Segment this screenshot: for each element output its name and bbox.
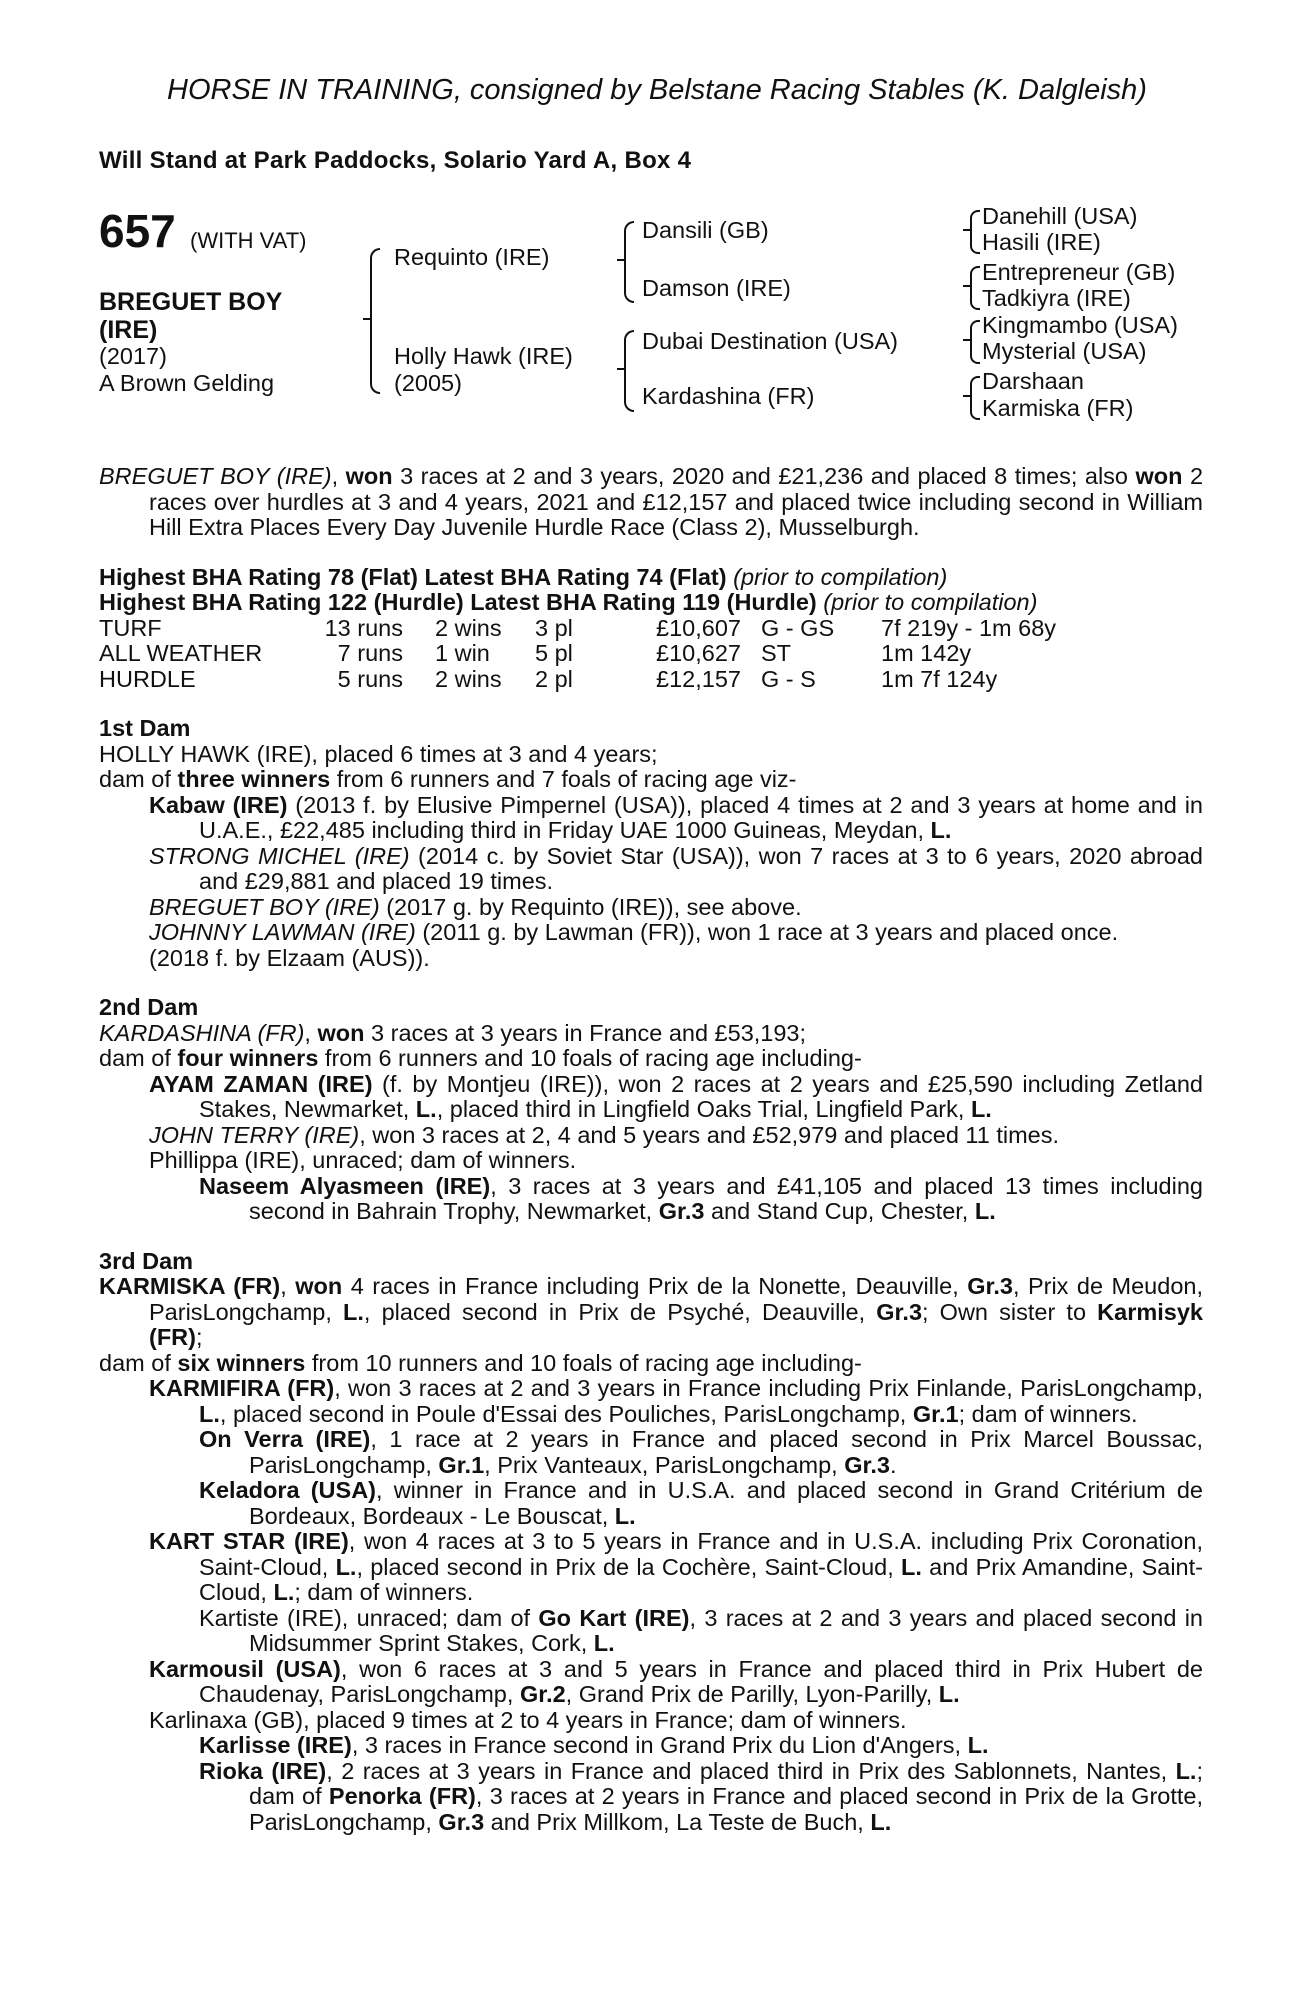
- stat-cell: ALL WEATHER: [99, 640, 263, 666]
- stat-cell: 5 pl: [535, 640, 573, 666]
- catalogue-body: [99, 464, 1203, 1835]
- stat-cell: HURDLE: [99, 665, 196, 692]
- lot-number: 657: [99, 205, 176, 257]
- pedigree-dss: Kingmambo (USA): [982, 312, 1178, 338]
- rating-flat: Highest BHA Rating 78 (Flat) Latest BHA Rating 74 (Flat): [99, 563, 727, 590]
- pedigree-sds: Entrepreneur (GB): [982, 259, 1176, 285]
- rating-hurdle: Highest BHA Rating 122 (Hurdle) Latest BHA Rating 119 (Hurdle): [99, 589, 817, 615]
- produce-entry: STRONG MICHEL (IRE) (2014 c. by Soviet Star (USA)), won 7 races at 3 to 6 years, 2020 abroad and £29,881 and placed 19 times.: [149, 842, 1203, 894]
- produce-entry: Karlinaxa (GB), placed 9 times at 2 to 4 years in France; dam of winners.: [149, 1706, 907, 1733]
- produce-entry: Karmousil (USA), won 6 races at 3 and 5 years in France and placed third in Prix Hubert de Chaudenay, ParisLongchamp, Gr.2, Grand Prix de Parilly, Lyon-Parilly, L.: [149, 1655, 1204, 1707]
- horse-name: BREGUET BOY: [99, 288, 283, 316]
- stat-cell: 13 runs: [324, 614, 403, 641]
- stat-cell: G - S: [761, 665, 816, 692]
- pedigree-sire-dam: Damson (IRE): [642, 275, 791, 301]
- produce-entry: JOHN TERRY (IRE), won 3 races at 2, 4 and 5 years and £52,979 and placed 11 times.: [149, 1121, 1060, 1148]
- bracket-dd-point: [963, 395, 970, 397]
- pedigree-dsd: Mysterial (USA): [982, 338, 1147, 364]
- bracket-sire-point: [617, 259, 624, 261]
- pedigree-dds: Darshaan: [982, 368, 1084, 394]
- horse-origin: (IRE): [99, 316, 158, 344]
- vat-note: (WITH VAT): [190, 228, 307, 253]
- pedigree-dam-sire: Dubai Destination (USA): [642, 328, 898, 354]
- stat-cell: G - GS: [761, 614, 835, 641]
- produce-entry: BREGUET BOY (IRE) (2017 g. by Requinto (IRE)), see above.: [149, 893, 802, 920]
- race-record-table: [99, 616, 1203, 693]
- pedigree-sss: Danehill (USA): [982, 203, 1138, 229]
- stat-cell: 5 runs: [337, 665, 403, 692]
- pedigree-sire: Requinto (IRE): [394, 244, 550, 270]
- produce-entry: Keladora (USA), winner in France and in U.S.A. and placed second in Grand Critérium de Bordeaux, Bordeaux - Le Bouscat, L.: [199, 1477, 1203, 1529]
- stat-cell: 1 win: [435, 640, 490, 666]
- stat-cell: £10,627: [656, 640, 741, 666]
- pedigree-dam: Holly Hawk (IRE): [394, 343, 573, 369]
- bracket-dd: [970, 376, 980, 420]
- bracket-ds: [970, 320, 980, 364]
- produce-entry: KART STAR (IRE), won 4 races at 3 to 5 years in France and in U.S.A. including Prix Coronation, Saint-Cloud, L., placed second in Prix de la Cochère, Saint-Cloud, L. and Prix Amandine, Saint-Cloud, L.; dam of winners.: [149, 1528, 1203, 1605]
- stat-cell: £12,157: [656, 665, 741, 692]
- stat-cell: £10,607: [656, 614, 741, 641]
- stat-cell: 2 pl: [535, 665, 573, 692]
- produce-entry: Kartiste (IRE), unraced; dam of Go Kart (IRE), 3 races at 2 and 3 years and placed second in Midsummer Sprint Stakes, Cork, L.: [199, 1604, 1204, 1656]
- dam-line: HOLLY HAWK (IRE), placed 6 times at 3 and 4 years;: [99, 740, 658, 767]
- section-title: 1st Dam: [99, 715, 191, 741]
- stat-cell: TURF: [99, 614, 162, 641]
- produce-entry: Naseem Alyasmeen (IRE), 3 races at 3 years and £41,105 and placed 13 times including second in Bahrain Trophy, Newmarket, Gr.3 and Stand Cup, Chester, L.: [199, 1172, 1203, 1224]
- bracket-gen1: [370, 248, 380, 394]
- produce-entry: AYAM ZAMAN (IRE) (f. by Montjeu (IRE)), won 2 races at 2 years and £25,590 including Zetland Stakes, Newmarket, L., placed third in Lingfield Oaks Trial, Lingfield Park, L.: [149, 1070, 1203, 1122]
- dam-produce-line: dam of six winners from 10 runners and 10 foals of racing age including-: [99, 1349, 862, 1376]
- bracket-sire: [624, 221, 634, 303]
- produce-entry: Phillippa (IRE), unraced; dam of winners.: [149, 1147, 577, 1173]
- bracket-ss: [970, 210, 980, 254]
- bracket-dam: [624, 330, 634, 412]
- stat-cell: ST: [761, 640, 792, 666]
- bracket-sd-point: [963, 285, 970, 287]
- produce-entry: Rioka (IRE), 2 races at 3 years in France and placed third in Prix des Sablonnets, Nantes, L.; dam of Penorka (FR), 3 races at 2 years in France and placed second in Prix de la Grotte, ParisLongchamp, Gr.3 and Prix Millkom, La Teste de Buch, L.: [199, 1757, 1204, 1835]
- second-dam-section: [99, 995, 1203, 1225]
- stat-cell: 7 runs: [337, 640, 403, 666]
- stat-cell: 2 wins: [435, 614, 502, 641]
- pedigree-dam-year: (2005): [394, 370, 462, 396]
- dam-produce-line: dam of three winners from 6 runners and 7 foals of racing age viz-: [99, 766, 797, 792]
- race-summary: BREGUET BOY (IRE), won 3 races at 2 and 3 years, 2020 and £21,236 and placed 8 times; also won 2 races over hurdles at 3 and 4 years, 2021 and £12,157 and placed twice including second in William Hill Extra Places Every Day Juvenile Hurdle Race (Class 2), Musselburgh.: [99, 463, 1204, 540]
- stand-location: Will Stand at Park Paddocks, Solario Yard A, Box 4: [99, 147, 692, 174]
- bracket-gen1-point: [363, 318, 370, 320]
- bracket-dam-point: [617, 368, 624, 370]
- first-dam-section: [99, 716, 1203, 971]
- bracket-sd: [970, 266, 980, 310]
- produce-entry: JOHNNY LAWMAN (IRE) (2011 g. by Lawman (FR)), won 1 race at 3 years and placed once.: [149, 919, 1119, 945]
- bracket-ds-point: [963, 339, 970, 341]
- produce-entry: KARMIFIRA (FR), won 3 races at 2 and 3 years in France including Prix Finlande, ParisLongchamp, L., placed second in Poule d'Essai des Pouliches, ParisLongchamp, Gr.1; dam of winners.: [149, 1375, 1203, 1427]
- pedigree-ssd: Hasili (IRE): [982, 229, 1101, 255]
- catalogue-header: HORSE IN TRAINING, consigned by Belstane Racing Stables (K. Dalgleish): [167, 74, 1147, 106]
- bracket-ss-point: [963, 229, 970, 231]
- produce-entry: Karlisse (IRE), 3 races in France second in Grand Prix du Lion d'Angers, L.: [199, 1732, 989, 1758]
- section-title: 3rd Dam: [99, 1247, 194, 1274]
- stat-cell: 3 pl: [535, 614, 573, 641]
- pedigree-sdd: Tadkiyra (IRE): [982, 285, 1131, 311]
- stat-cell: 7f 219y - 1m 68y: [881, 614, 1057, 641]
- produce-entry: On Verra (IRE), 1 race at 2 years in France and placed second in Prix Marcel Boussac, ParisLongchamp, Gr.1, Prix Vanteaux, ParisLongchamp, Gr.3.: [199, 1426, 1203, 1478]
- third-dam-section: [99, 1249, 1203, 1836]
- stat-cell: 1m 7f 124y: [881, 665, 998, 692]
- section-title: 2nd Dam: [99, 994, 199, 1020]
- produce-entry: (2018 f. by Elzaam (AUS)).: [149, 944, 430, 971]
- produce-entry: Kabaw (IRE) (2013 f. by Elusive Pimpernel (USA)), placed 4 times at 2 and 3 years at home and in U.A.E., £22,485 including third in Friday UAE 1000 Guineas, Meydan, L.: [149, 791, 1203, 843]
- stat-cell: 2 wins: [435, 665, 502, 692]
- foaling-year: (2017): [99, 343, 167, 369]
- ratings: Highest BHA Rating 78 (Flat) Latest BHA Rating 74 (Flat) (prior to compilation) Highest BHA Rating 122 (Hurdle) Latest BHA Rating 119 (Hurdle) (prior to compilation) TURF 13 runs 2 wins 3 pl £10,607 G - GS 7f 219y - 1m 68y ALL WEATHER 7 runs 1 win 5 pl £10,627 ST 1m 142y HURDLE 5 runs 2 wins 2 pl £12,157 G - S 1m 7f 124y: [99, 565, 1203, 693]
- dam-produce-line: dam of four winners from 6 runners and 10 foals of racing age including-: [99, 1045, 862, 1071]
- stat-cell: 1m 142y: [881, 640, 972, 666]
- horse-description: A Brown Gelding: [99, 370, 275, 396]
- dam-line: KARDASHINA (FR), won 3 races at 3 years in France and £53,193;: [99, 1019, 807, 1046]
- pedigree-ddd: Karmiska (FR): [982, 395, 1134, 421]
- dam-line: KARMISKA (FR), won 4 races in France including Prix de la Nonette, Deauville, Gr.3, Prix de Meudon, ParisLongchamp, L., placed second in Prix de Psyché, Deauville, Gr.3; Own sister to Karmisyk (FR);: [99, 1273, 1203, 1350]
- pedigree-dam-dam: Kardashina (FR): [642, 383, 815, 409]
- pedigree-sire-sire: Dansili (GB): [642, 217, 769, 243]
